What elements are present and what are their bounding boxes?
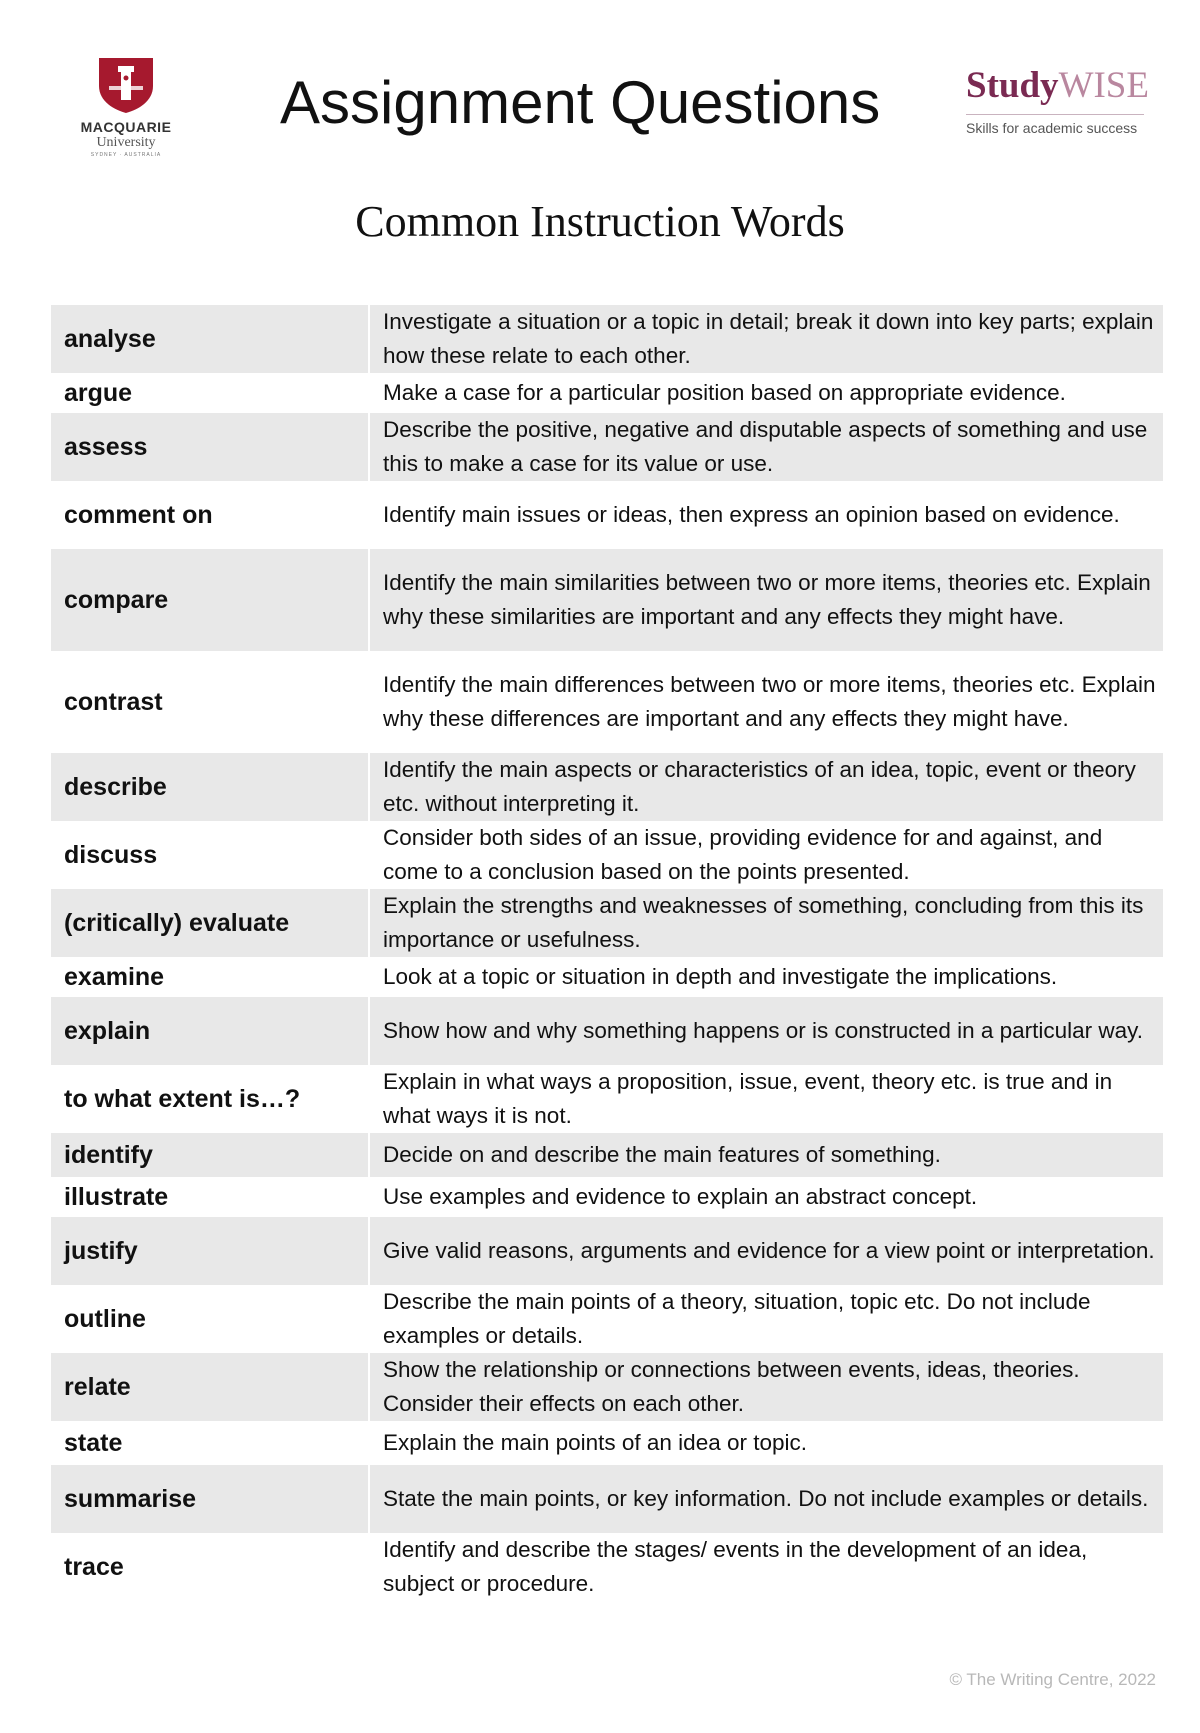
instruction-word: describe	[51, 753, 369, 821]
instruction-definition: Identify and describe the stages/ events in the development of an idea, subject or procedure.	[383, 1537, 1088, 1596]
macquarie-logo	[70, 56, 182, 156]
section-heading: Common Instruction Words	[355, 197, 845, 246]
instruction-word: discuss	[51, 821, 369, 889]
instruction-definition: Identify main issues or ideas, then express an opinion based on evidence.	[383, 502, 1120, 527]
instruction-definition: Identify the main similarities between two or more items, theories etc. Explain why these similarities are important and any effects they might have.	[369, 549, 1163, 651]
instruction-definition: Give valid reasons, arguments and evidence for a view point or interpretation.	[369, 1217, 1163, 1285]
table-row	[51, 651, 1163, 753]
instruction-word: compare	[51, 549, 369, 651]
table-row	[51, 957, 1163, 997]
instruction-word: argue	[51, 373, 369, 413]
instruction-word: to what extent is…?	[51, 1065, 369, 1133]
table-row	[51, 753, 1163, 821]
instruction-word: outline	[51, 1285, 369, 1353]
table-row	[51, 1421, 1163, 1465]
instruction-definition: Explain the main points of an idea or topic.	[383, 1430, 808, 1455]
table-row	[51, 1217, 1163, 1285]
instruction-word: identify	[51, 1133, 369, 1177]
instruction-word: state	[51, 1421, 369, 1465]
instruction-definition: Look at a topic or situation in depth and investigate the implications.	[383, 964, 1058, 989]
instruction-definition: Use examples and evidence to explain an abstract concept.	[383, 1184, 978, 1209]
table-row	[51, 1353, 1163, 1421]
instruction-definition: State the main points, or key information. Do not include examples or details.	[369, 1465, 1163, 1533]
instruction-definition: Identify the main aspects or characteristics of an idea, topic, event or theory etc. without interpreting it.	[369, 753, 1163, 821]
studywise-wise: WISE	[1058, 65, 1149, 106]
instruction-word: analyse	[51, 305, 369, 373]
macquarie-shield-icon	[97, 56, 155, 114]
instruction-word: trace	[51, 1533, 369, 1601]
table-row	[51, 1133, 1163, 1177]
table-row	[51, 1177, 1163, 1217]
instruction-definition: Describe the main points of a theory, situation, topic etc. Do not include examples or details.	[383, 1289, 1091, 1348]
instruction-definition: Show the relationship or connections between events, ideas, theories. Consider their effects on each other.	[369, 1353, 1163, 1421]
instruction-definition: Identify the main differences between two or more items, theories etc. Explain why these differences are important and any effects they might have.	[383, 672, 1156, 731]
instruction-word: justify	[51, 1217, 369, 1285]
page-header	[0, 0, 1200, 170]
macquarie-location: SYDNEY · AUSTRALIA	[90, 152, 162, 158]
table-row	[51, 413, 1163, 481]
macquarie-name: MACQUARIE	[80, 119, 172, 135]
copyright-footer: © The Writing Centre, 2022	[949, 1670, 1156, 1689]
instruction-word: comment on	[51, 481, 369, 549]
instruction-definition: Explain the strengths and weaknesses of something, concluding from this its importance or usefulness.	[369, 889, 1163, 957]
instruction-word: relate	[51, 1353, 369, 1421]
table-row	[51, 1465, 1163, 1533]
instruction-word: summarise	[51, 1465, 369, 1533]
table-row	[51, 305, 1163, 373]
studywise-wordmark	[966, 66, 1156, 106]
table-row	[51, 549, 1163, 651]
instruction-definition: Decide on and describe the main features of something.	[369, 1133, 1163, 1177]
instruction-word: (critically) evaluate	[51, 889, 369, 957]
instruction-word: examine	[51, 957, 369, 997]
instruction-word: explain	[51, 997, 369, 1065]
table-row	[51, 1285, 1163, 1353]
table-row	[51, 1533, 1163, 1601]
instruction-words-table	[51, 305, 1163, 1601]
table-row	[51, 997, 1163, 1065]
instruction-definition: Investigate a situation or a topic in detail; break it down into key parts; explain how these relate to each other.	[369, 305, 1163, 373]
studywise-divider	[966, 114, 1144, 115]
instruction-word: contrast	[51, 651, 369, 753]
instruction-definition: Consider both sides of an issue, providing evidence for and against, and come to a conclusion based on the points presented.	[383, 825, 1103, 884]
studywise-tagline: Skills for academic success	[966, 120, 1138, 136]
instruction-definition: Show how and why something happens or is constructed in a particular way.	[369, 997, 1163, 1065]
table-row	[51, 1065, 1163, 1133]
instruction-definition: Describe the positive, negative and disputable aspects of something and use this to make a case for its value or use.	[369, 413, 1163, 481]
table-row	[51, 481, 1163, 549]
studywise-study: Study	[966, 65, 1059, 106]
table-row	[51, 373, 1163, 413]
table-row	[51, 821, 1163, 889]
page-title: Assignment Questions	[280, 69, 881, 136]
instruction-definition: Make a case for a particular position based on appropriate evidence.	[383, 380, 1066, 405]
studywise-logo	[966, 66, 1156, 146]
instruction-word: illustrate	[51, 1177, 369, 1217]
instruction-definition: Explain in what ways a proposition, issue, event, theory etc. is true and in what ways it is not.	[383, 1069, 1113, 1128]
table-row	[51, 889, 1163, 957]
macquarie-subname: University	[96, 135, 156, 150]
instruction-word: assess	[51, 413, 369, 481]
